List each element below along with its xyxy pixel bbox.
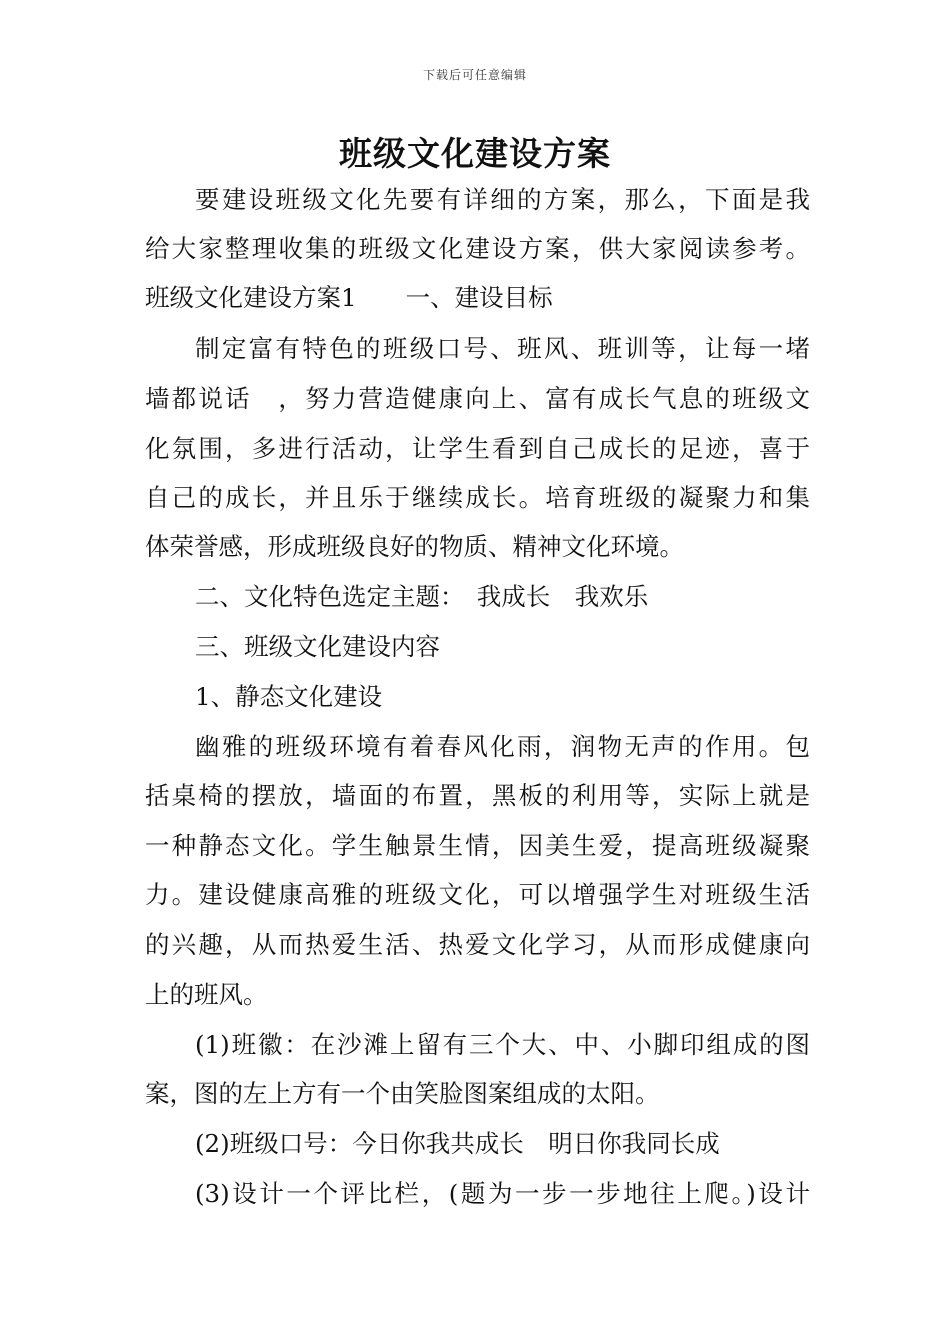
document-title: 班级文化建设方案 <box>339 134 611 173</box>
paragraph-line: 括桌椅的摆放，墙面的布置，黑板的利用等，实际上就是 <box>145 781 810 810</box>
subheading-line: 二、文化特色选定主题： 我成长 我欢乐 <box>195 582 649 611</box>
paragraph-line: 要建设班级文化先要有详细的方案，那么，下面是我 <box>195 185 810 214</box>
paragraph-line: (2)班级口号：今日你我共成长 明日你我同长成 <box>195 1129 720 1158</box>
paragraph-line: 案，图的左上方有一个由笑脸图案组成的太阳。 <box>145 1079 660 1108</box>
paragraph-line: 体荣誉感，形成班级良好的物质、精神文化环境。 <box>145 532 684 561</box>
paragraph-line: 墙都说话 ，努力营造健康向上、富有成长气息的班级文 <box>145 384 810 413</box>
paragraph-line: 上的班风。 <box>145 980 268 1009</box>
paragraph-line: 制定富有特色的班级口号、班风、班训等，让每一堵 <box>195 334 810 363</box>
paragraph-line: 自己的成长，并且乐于继续成长。培育班级的凝聚力和集 <box>145 483 810 512</box>
paragraph-line: 的兴趣，从而热爱生活、热爱文化学习，从而形成健康向 <box>145 930 810 959</box>
paragraph-line: 给大家整理收集的班级文化建设方案，供大家阅读参考。 <box>145 234 810 263</box>
paragraph-line: (3)设计一个评比栏，(题为一步一步地往上爬。)设计 <box>195 1179 810 1208</box>
subheading-line: 三、班级文化建设内容 <box>195 632 440 661</box>
section-heading-line: 班级文化建设方案1 一、建设目标 <box>145 283 553 312</box>
paragraph-line: 幽雅的班级环境有着春风化雨，润物无声的作用。包 <box>195 732 810 761</box>
paragraph-line: 一种静态文化。学生触景生情，因美生爱，提高班级凝聚 <box>145 831 810 860</box>
subheading-line: 1、静态文化建设 <box>195 682 383 711</box>
paragraph-line: 力。建设健康高雅的班级文化，可以增强学生对班级生活 <box>145 880 810 909</box>
paragraph-line: 化氛围，多进行活动，让学生看到自己成长的足迹，喜于 <box>145 434 810 463</box>
header-note: 下载后可任意编辑 <box>422 68 527 82</box>
paragraph-line: (1)班徽：在沙滩上留有三个大、中、小脚印组成的图 <box>195 1030 810 1059</box>
